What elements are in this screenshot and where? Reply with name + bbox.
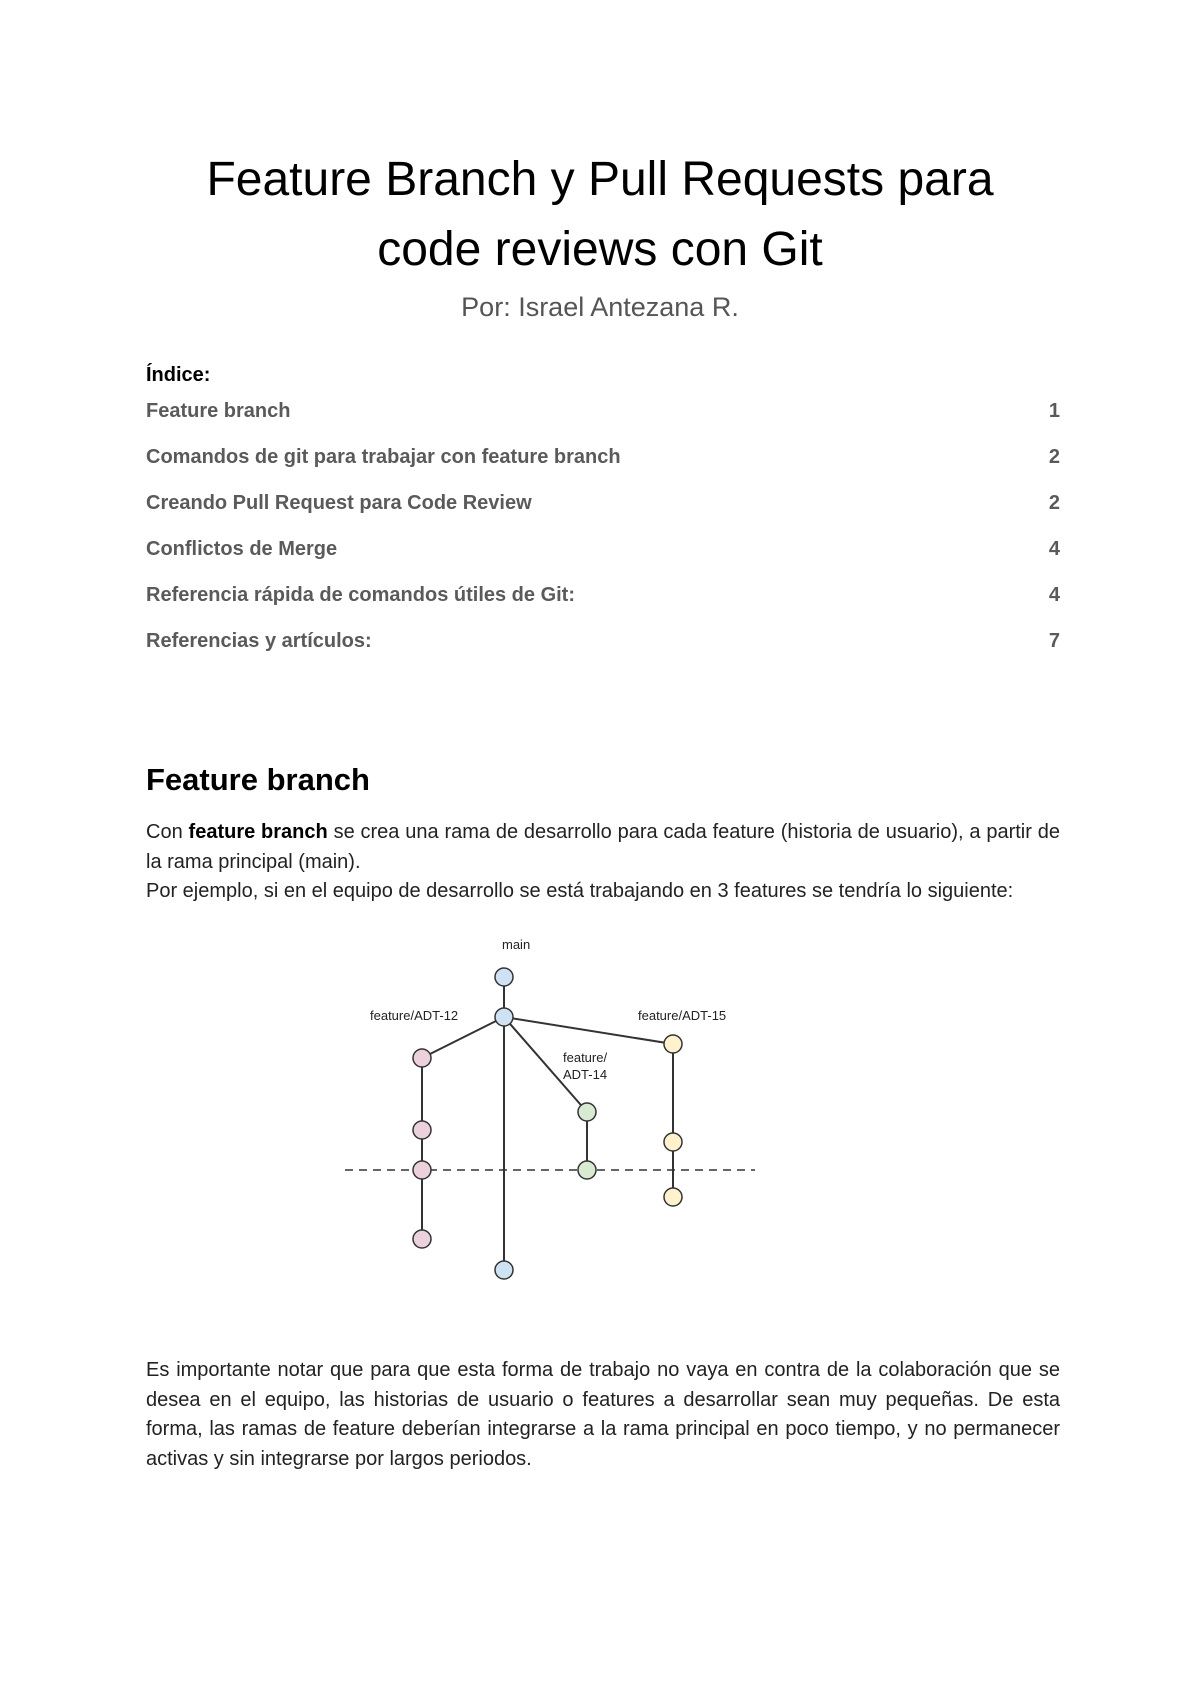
main-commit-node: [495, 1261, 513, 1279]
adt15-commit-node: [664, 1035, 682, 1053]
main-commit-node: [495, 1008, 513, 1026]
toc-item-page: 2: [1048, 492, 1060, 514]
intro-text-bold: feature branch: [188, 821, 328, 843]
example-paragraph: Por ejemplo, si en el equipo de desarrollo se está trabajando en 3 features se tendría lo siguiente:: [146, 880, 1014, 902]
toc-heading: Índice:: [146, 364, 211, 386]
intro-paragraph-line-1: [146, 818, 1060, 877]
adt12-commit-node: [413, 1121, 431, 1139]
toc-item-title[interactable]: Referencias y artículos:: [146, 630, 372, 652]
table-of-contents: [146, 400, 1060, 676]
intro-paragraph: [146, 818, 1060, 907]
adt12-commit-node: [413, 1049, 431, 1067]
toc-item[interactable]: [146, 538, 1060, 584]
adt14-commit-node: [578, 1103, 596, 1121]
adt12-commit-node: [413, 1230, 431, 1248]
adt15-commit-node: [664, 1133, 682, 1151]
adt14-branch-label-line1: feature/: [563, 1050, 608, 1065]
toc-item-page: 2: [1048, 446, 1060, 468]
toc-item[interactable]: [146, 400, 1060, 446]
toc-item[interactable]: [146, 492, 1060, 538]
title-line-2: code reviews con Git: [377, 223, 823, 276]
feature-branch-diagram: [340, 925, 760, 1300]
toc-item-page: 4: [1048, 584, 1060, 606]
toc-item-page: 4: [1048, 538, 1060, 560]
toc-item-title[interactable]: Feature branch: [146, 400, 291, 422]
diagram-background: [340, 925, 760, 1300]
toc-item[interactable]: [146, 584, 1060, 630]
closing-paragraph: Es importante notar que para que esta forma de trabajo no vaya en contra de la colaboración que se desea en el equipo, las historias de usuario o features a desarrollar sean muy pequeñas. De esta forma, las ramas de feature deberían integrarse a la rama principal en poco tiempo, y no permanecer activas y sin integrarse por largos periodos.: [146, 1359, 1060, 1470]
intro-text-before: Con: [146, 821, 189, 843]
section-heading: Feature branch: [146, 762, 370, 797]
toc-item[interactable]: [146, 446, 1060, 492]
adt14-commit-node: [578, 1161, 596, 1179]
toc-item-title[interactable]: Conflictos de Merge: [146, 538, 338, 560]
main-commit-node: [495, 968, 513, 986]
adt14-branch-label-line2: ADT-14: [563, 1067, 608, 1082]
adt15-commit-node: [664, 1188, 682, 1206]
adt12-commit-node: [413, 1161, 431, 1179]
toc-item[interactable]: [146, 630, 1060, 676]
document-author: Por: Israel Antezana R.: [461, 292, 739, 322]
intro-text-after: se crea una rama de desarrollo para cada feature (historia de usuario), a partir de la rama principal (main).: [146, 821, 1060, 873]
adt12-branch-label: feature/ADT-12: [370, 1008, 459, 1023]
toc-item-title[interactable]: Comandos de git para trabajar con feature branch: [146, 446, 621, 468]
toc-item-page: 1: [1048, 400, 1060, 422]
toc-item-page: 7: [1048, 630, 1060, 652]
toc-item-title[interactable]: Referencia rápida de comandos útiles de Git:: [146, 584, 576, 606]
document-title: [100, 145, 1100, 285]
main-branch-label: main: [502, 937, 531, 952]
title-line-1: Feature Branch y Pull Requests para: [206, 153, 994, 206]
adt15-branch-label: feature/ADT-15: [638, 1008, 727, 1023]
toc-item-title[interactable]: Creando Pull Request para Code Review: [146, 492, 532, 514]
